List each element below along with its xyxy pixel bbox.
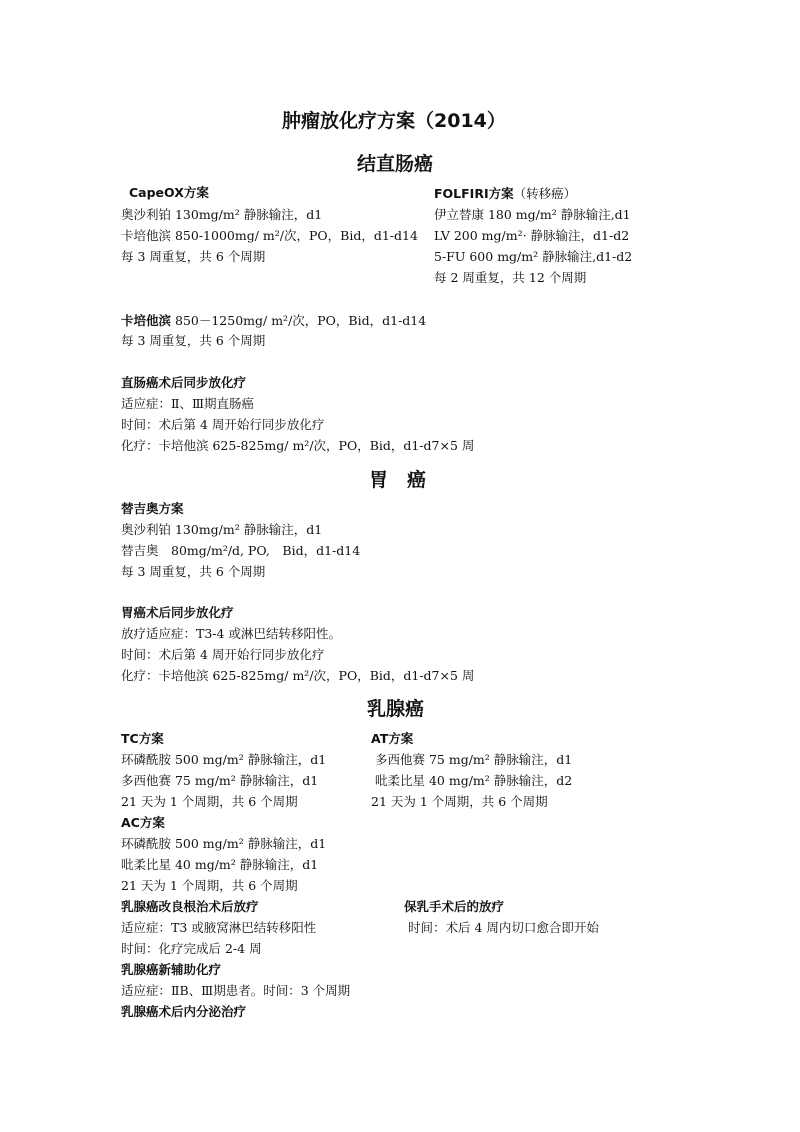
section-heading-gastric: 胃 癌	[369, 469, 427, 491]
folfiri-note: （转移癌）	[513, 186, 577, 201]
folfiri-line: 每 2 周重复，共 12 个周期	[434, 270, 587, 285]
ac-line: 21 天为 1 个周期，共 6 个周期	[121, 878, 298, 893]
at-line: 吡柔比星 40 mg/m² 静脉输注，d2	[375, 773, 573, 788]
section-heading-colorectal: 结直肠癌	[357, 153, 434, 175]
tc-line: 多西他赛 75 mg/m² 静脉输注，d1	[121, 773, 319, 788]
gastric-postop-line: 时间：术后第 4 周开始行同步放化疗	[121, 647, 325, 662]
conserving-postop-heading: 保乳手术后的放疗	[404, 899, 505, 914]
sox-line: 奥沙利铂 130mg/m² 静脉输注，d1	[121, 522, 323, 537]
capeox-line: 奥沙利铂 130mg/m² 静脉输注，d1	[121, 207, 323, 222]
folfiri-line: 伊立替康 180 mg/m² 静脉输注,d1	[434, 207, 631, 222]
capeox-heading: CapeOX方案	[129, 185, 209, 200]
gastric-postop-line: 化疗：卡培他滨 625-825mg/ m²/次，PO，Bid，d1-d7×5 周	[121, 668, 475, 683]
folfiri-heading: FOLFIRI方案	[434, 186, 514, 201]
radical-postop-heading: 乳腺癌改良根治术后放疗	[121, 899, 259, 914]
sox-line: 替吉奥 80mg/m²/d, PO, Bid，d1-d14	[121, 543, 361, 558]
rectal-postop-line: 化疗：卡培他滨 625-825mg/ m²/次，PO，Bid，d1-d7×5 周	[121, 438, 475, 453]
tc-heading: TC方案	[121, 731, 164, 746]
ac-line: 环磷酰胺 500 mg/m² 静脉输注，d1	[121, 836, 327, 851]
ac-line: 吡柔比星 40 mg/m² 静脉输注，d1	[121, 857, 319, 872]
gastric-postop-heading: 胃癌术后同步放化疗	[121, 605, 234, 620]
capecitabine-heading: 卡培他滨	[121, 313, 172, 328]
section-heading-breast: 乳腺癌	[367, 698, 425, 720]
rectal-postop-heading: 直肠癌术后同步放化疗	[121, 375, 247, 390]
folfiri-heading-row	[434, 183, 576, 202]
page-title: 肿瘤放化疗方案（2014）	[282, 110, 506, 132]
tc-line: 21 天为 1 个周期，共 6 个周期	[121, 794, 298, 809]
ac-heading: AC方案	[121, 815, 165, 830]
gastric-postop-line: 放疗适应症：T3-4 或淋巴结转移阳性。	[121, 626, 341, 641]
capeox-line: 每 3 周重复，共 6 个周期	[121, 249, 266, 264]
folfiri-line: 5-FU 600 mg/m² 静脉输注,d1-d2	[434, 249, 633, 264]
at-line: 多西他赛 75 mg/m² 静脉输注，d1	[375, 752, 573, 767]
rectal-postop-line: 时间：术后第 4 周开始行同步放化疗	[121, 417, 325, 432]
conserving-postop-line: 时间：术后 4 周内切口愈合即开始	[408, 920, 599, 935]
capeox-line: 卡培他滨 850-1000mg/ m²/次，PO，Bid，d1-d14	[121, 228, 418, 243]
capecitabine-line: 每 3 周重复，共 6 个周期	[121, 333, 266, 348]
at-line: 21 天为 1 个周期，共 6 个周期	[371, 794, 548, 809]
tc-line: 环磷酰胺 500 mg/m² 静脉输注，d1	[121, 752, 327, 767]
rectal-postop-line: 适应症：Ⅱ、Ⅲ期直肠癌	[121, 396, 255, 411]
endocrine-heading: 乳腺癌术后内分泌治疗	[121, 1004, 247, 1019]
sox-line: 每 3 周重复，共 6 个周期	[121, 564, 266, 579]
radical-postop-line: 适应症：T3 或腋窝淋巴结转移阳性	[121, 920, 317, 935]
capecitabine-row	[121, 310, 426, 329]
sox-heading: 替吉奥方案	[121, 501, 184, 516]
radical-postop-line: 时间：化疗完成后 2-4 周	[121, 941, 262, 956]
capecitabine-dose: 850－1250mg/ m²/次，PO，Bid，d1-d14	[171, 313, 427, 328]
neoadjuvant-line: 适应症：ⅡB、Ⅲ期患者。时间：3 个周期	[121, 983, 351, 998]
folfiri-line: LV 200 mg/m²· 静脉输注，d1-d2	[434, 228, 630, 243]
neoadjuvant-heading: 乳腺癌新辅助化疗	[121, 962, 222, 977]
at-heading: AT方案	[371, 731, 414, 746]
